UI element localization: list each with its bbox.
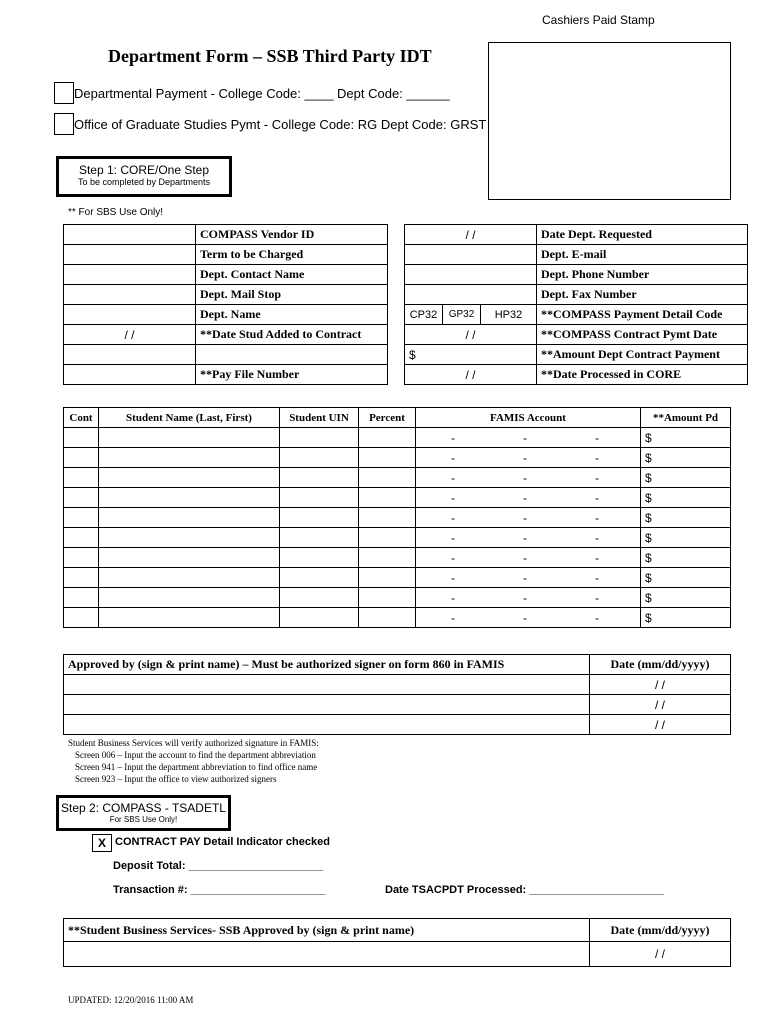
approval-date-header: Date (mm/dd/yyyy) bbox=[590, 655, 731, 675]
date-processed-input[interactable]: / / bbox=[405, 365, 537, 385]
cont-input[interactable] bbox=[64, 548, 99, 568]
student-uin-input[interactable] bbox=[280, 448, 359, 468]
account-dash: - bbox=[523, 531, 527, 545]
table-row bbox=[405, 245, 748, 265]
percent-input[interactable] bbox=[359, 548, 416, 568]
header-cont: Cont bbox=[64, 408, 99, 428]
ssb-approval-date-input[interactable]: / / bbox=[590, 942, 731, 967]
account-dash: - bbox=[523, 471, 527, 485]
account-dash: - bbox=[595, 571, 599, 585]
departmental-payment-label: Departmental Payment - College Code: ____ Dept Code: ______ bbox=[74, 86, 450, 101]
header-student-uin: Student UIN bbox=[280, 408, 359, 428]
cont-input[interactable] bbox=[64, 428, 99, 448]
account-dash: - bbox=[523, 431, 527, 445]
phone-input[interactable] bbox=[405, 265, 537, 285]
student-name-input[interactable] bbox=[99, 468, 280, 488]
table-row bbox=[64, 548, 731, 568]
approval-signature-input[interactable] bbox=[64, 695, 590, 715]
cont-input[interactable] bbox=[64, 528, 99, 548]
blank-input[interactable] bbox=[64, 345, 196, 365]
table-row bbox=[405, 325, 748, 345]
approval-table bbox=[63, 654, 731, 735]
account-dash: - bbox=[451, 451, 455, 465]
cashier-stamp-box bbox=[488, 42, 731, 200]
contract-pay-label: CONTRACT PAY Detail Indicator checked bbox=[115, 836, 330, 848]
amount-paid-input[interactable]: $ bbox=[641, 548, 731, 568]
tsacpdt-date-field[interactable]: Date TSACPDT Processed: ______________________ bbox=[385, 884, 664, 896]
amount-paid-input[interactable]: $ bbox=[641, 508, 731, 528]
table-row bbox=[405, 285, 748, 305]
percent-input[interactable] bbox=[359, 468, 416, 488]
student-uin-input[interactable] bbox=[280, 508, 359, 528]
amount-paid-input[interactable]: $ bbox=[641, 488, 731, 508]
ssb-approval-table bbox=[63, 918, 731, 967]
fax-input[interactable] bbox=[405, 285, 537, 305]
cont-input[interactable] bbox=[64, 608, 99, 628]
contract-pymt-date-input[interactable]: / / bbox=[405, 325, 537, 345]
table-row bbox=[64, 428, 731, 448]
account-dash: - bbox=[451, 531, 455, 545]
amount-paid-input[interactable]: $ bbox=[641, 468, 731, 488]
student-table-header bbox=[64, 408, 731, 428]
student-uin-input[interactable] bbox=[280, 428, 359, 448]
phone-label: Dept. Phone Number bbox=[537, 265, 748, 285]
table-row bbox=[405, 265, 748, 285]
percent-input[interactable] bbox=[359, 588, 416, 608]
table-row bbox=[64, 715, 731, 735]
student-table bbox=[63, 407, 731, 628]
table-row bbox=[405, 305, 748, 325]
student-name-input[interactable] bbox=[99, 608, 280, 628]
account-dash: - bbox=[523, 591, 527, 605]
sbs-note-line: Student Business Services will verify authorized signature in FAMIS: bbox=[68, 738, 319, 748]
account-dash: - bbox=[595, 491, 599, 505]
table-row bbox=[64, 588, 731, 608]
account-dash: - bbox=[523, 451, 527, 465]
payment-detail-code-label: **COMPASS Payment Detail Code bbox=[537, 305, 748, 325]
date-requested-label: Date Dept. Requested bbox=[537, 225, 748, 245]
table-row bbox=[64, 225, 388, 245]
table-row bbox=[64, 345, 388, 365]
term-label: Term to be Charged bbox=[196, 245, 388, 265]
cont-input[interactable] bbox=[64, 488, 99, 508]
departmental-payment-checkbox[interactable] bbox=[54, 82, 74, 104]
account-dash: - bbox=[595, 531, 599, 545]
table-row bbox=[64, 942, 731, 967]
updated-timestamp: UPDATED: 12/20/2016 11:00 AM bbox=[68, 995, 194, 1005]
famis-account-input[interactable] bbox=[416, 528, 641, 548]
cont-input[interactable] bbox=[64, 588, 99, 608]
famis-account-input[interactable] bbox=[416, 508, 641, 528]
date-requested-input[interactable]: / / bbox=[405, 225, 537, 245]
account-dash: - bbox=[451, 491, 455, 505]
account-dash: - bbox=[451, 551, 455, 565]
date-stud-added-input[interactable]: / / bbox=[64, 325, 196, 345]
famis-account-input[interactable] bbox=[416, 548, 641, 568]
table-row bbox=[64, 448, 731, 468]
student-name-input[interactable] bbox=[99, 588, 280, 608]
contract-payment-amount-label: **Amount Dept Contract Payment bbox=[537, 345, 748, 365]
table-row bbox=[405, 225, 748, 245]
account-dash: - bbox=[451, 471, 455, 485]
account-dash: - bbox=[595, 511, 599, 525]
graduate-studies-label: Office of Graduate Studies Pymt - College Code: RG Dept Code: GRST bbox=[74, 117, 487, 132]
account-dash: - bbox=[523, 571, 527, 585]
step1-title: Step 1: CORE/One Step bbox=[78, 163, 210, 177]
table-row bbox=[64, 655, 731, 675]
dept-name-label: Dept. Name bbox=[196, 305, 388, 325]
contract-pay-checkbox[interactable]: X bbox=[92, 834, 112, 852]
dept-name-input[interactable] bbox=[64, 305, 196, 325]
cont-input[interactable] bbox=[64, 568, 99, 588]
left-fields-table bbox=[63, 224, 388, 385]
percent-input[interactable] bbox=[359, 448, 416, 468]
account-dash: - bbox=[595, 611, 599, 625]
vendor-id-label: COMPASS Vendor ID bbox=[196, 225, 388, 245]
contact-name-input[interactable] bbox=[64, 265, 196, 285]
table-row bbox=[64, 305, 388, 325]
amount-paid-input[interactable]: $ bbox=[641, 588, 731, 608]
email-label: Dept. E-mail bbox=[537, 245, 748, 265]
percent-input[interactable] bbox=[359, 488, 416, 508]
header-student-name: Student Name (Last, First) bbox=[99, 408, 280, 428]
ssb-approval-header: **Student Business Services- SSB Approved by (sign & print name) bbox=[64, 919, 590, 942]
form-title: Department Form – SSB Third Party IDT bbox=[108, 46, 432, 66]
ssb-approval-date-header: Date (mm/dd/yyyy) bbox=[590, 919, 731, 942]
vendor-id-input[interactable] bbox=[64, 225, 196, 245]
table-row bbox=[64, 265, 388, 285]
table-row bbox=[64, 488, 731, 508]
cont-input[interactable] bbox=[64, 468, 99, 488]
table-row bbox=[64, 919, 731, 942]
table-row bbox=[64, 325, 388, 345]
sbs-notes bbox=[68, 737, 319, 785]
pay-file-input[interactable] bbox=[64, 365, 196, 385]
approval-date-input[interactable]: / / bbox=[590, 695, 731, 715]
mail-stop-input[interactable] bbox=[64, 285, 196, 305]
student-uin-input[interactable] bbox=[280, 488, 359, 508]
approval-header: Approved by (sign & print name) – Must be authorized signer on form 860 in FAMIS bbox=[64, 655, 590, 675]
amount-paid-input[interactable]: $ bbox=[641, 428, 731, 448]
student-uin-input[interactable] bbox=[280, 528, 359, 548]
cashier-stamp-label: Cashiers Paid Stamp bbox=[542, 13, 655, 27]
student-name-input[interactable] bbox=[99, 428, 280, 448]
famis-account-input[interactable] bbox=[416, 468, 641, 488]
famis-account-input[interactable] bbox=[416, 588, 641, 608]
table-row bbox=[405, 365, 748, 385]
amount-paid-input[interactable]: $ bbox=[641, 568, 731, 588]
account-dash: - bbox=[451, 571, 455, 585]
contract-payment-amount-input[interactable]: $ bbox=[405, 345, 537, 365]
account-dash: - bbox=[523, 511, 527, 525]
famis-account-input[interactable] bbox=[416, 568, 641, 588]
account-dash: - bbox=[451, 591, 455, 605]
account-dash: - bbox=[595, 471, 599, 485]
student-name-input[interactable] bbox=[99, 548, 280, 568]
amount-paid-input[interactable]: $ bbox=[641, 528, 731, 548]
table-row bbox=[64, 608, 731, 628]
approval-signature-input[interactable] bbox=[64, 675, 590, 695]
percent-input[interactable] bbox=[359, 508, 416, 528]
famis-account-input[interactable] bbox=[416, 608, 641, 628]
date-stud-added-label: **Date Stud Added to Contract bbox=[196, 325, 388, 345]
table-row bbox=[64, 675, 731, 695]
account-dash: - bbox=[523, 491, 527, 505]
table-row bbox=[64, 365, 388, 385]
term-input[interactable] bbox=[64, 245, 196, 265]
contract-pymt-date-label: **COMPASS Contract Pymt Date bbox=[537, 325, 748, 345]
account-dash: - bbox=[451, 431, 455, 445]
sbs-note-line: Screen 006 – Input the account to find the department abbreviation bbox=[75, 750, 316, 760]
table-row bbox=[405, 345, 748, 365]
deposit-total-field[interactable]: Deposit Total: ______________________ bbox=[113, 860, 324, 872]
student-name-input[interactable] bbox=[99, 528, 280, 548]
account-dash: - bbox=[595, 451, 599, 465]
approval-date-input[interactable]: / / bbox=[590, 715, 731, 735]
blank-label bbox=[196, 345, 388, 365]
table-row bbox=[64, 508, 731, 528]
sbs-use-note: ** For SBS Use Only! bbox=[68, 207, 164, 218]
student-uin-input[interactable] bbox=[280, 468, 359, 488]
fax-label: Dept. Fax Number bbox=[537, 285, 748, 305]
approval-signature-input[interactable] bbox=[64, 715, 590, 735]
sbs-note-line: Screen 941 – Input the department abbreviation to find office name bbox=[75, 762, 318, 772]
percent-input[interactable] bbox=[359, 608, 416, 628]
mail-stop-label: Dept. Mail Stop bbox=[196, 285, 388, 305]
percent-input[interactable] bbox=[359, 428, 416, 448]
student-uin-input[interactable] bbox=[280, 588, 359, 608]
table-row bbox=[64, 695, 731, 715]
approval-date-input[interactable]: / / bbox=[590, 675, 731, 695]
famis-account-input[interactable] bbox=[416, 448, 641, 468]
step1-subtitle: To be completed by Departments bbox=[77, 177, 211, 187]
table-row bbox=[64, 285, 388, 305]
right-fields-table bbox=[404, 224, 748, 385]
cont-input[interactable] bbox=[64, 508, 99, 528]
student-name-input[interactable] bbox=[99, 568, 280, 588]
email-input[interactable] bbox=[405, 245, 537, 265]
amount-paid-input[interactable]: $ bbox=[641, 448, 731, 468]
account-dash: - bbox=[595, 591, 599, 605]
student-uin-input[interactable] bbox=[280, 608, 359, 628]
account-dash: - bbox=[451, 611, 455, 625]
step2-box bbox=[56, 795, 231, 831]
pay-file-label: **Pay File Number bbox=[196, 365, 388, 385]
header-amount-paid: **Amount Pd bbox=[641, 408, 731, 428]
ssb-approval-signature-input[interactable] bbox=[64, 942, 590, 967]
student-name-input[interactable] bbox=[99, 488, 280, 508]
step2-subtitle: For SBS Use Only! bbox=[109, 815, 178, 824]
code-cp32[interactable]: CP32 bbox=[405, 305, 443, 325]
step1-box bbox=[56, 156, 232, 197]
code-hp32[interactable]: HP32 bbox=[481, 305, 537, 325]
header-percent: Percent bbox=[359, 408, 416, 428]
student-name-input[interactable] bbox=[99, 508, 280, 528]
cont-input[interactable] bbox=[64, 448, 99, 468]
table-row bbox=[64, 568, 731, 588]
famis-account-input[interactable] bbox=[416, 488, 641, 508]
account-dash: - bbox=[595, 431, 599, 445]
table-row bbox=[64, 245, 388, 265]
student-uin-input[interactable] bbox=[280, 568, 359, 588]
code-gp32[interactable]: GP32 bbox=[443, 305, 481, 325]
date-processed-label: **Date Processed in CORE bbox=[537, 365, 748, 385]
famis-account-input[interactable] bbox=[416, 428, 641, 448]
header-famis-account: FAMIS Account bbox=[416, 408, 641, 428]
table-row bbox=[64, 528, 731, 548]
table-row bbox=[64, 468, 731, 488]
step2-title: Step 2: COMPASS - TSADETL bbox=[61, 801, 226, 815]
transaction-number-field[interactable]: Transaction #: ______________________ bbox=[113, 884, 326, 896]
contact-name-label: Dept. Contact Name bbox=[196, 265, 388, 285]
account-dash: - bbox=[523, 551, 527, 565]
account-dash: - bbox=[451, 511, 455, 525]
percent-input[interactable] bbox=[359, 568, 416, 588]
student-uin-input[interactable] bbox=[280, 548, 359, 568]
account-dash: - bbox=[595, 551, 599, 565]
percent-input[interactable] bbox=[359, 528, 416, 548]
graduate-studies-checkbox[interactable] bbox=[54, 113, 74, 135]
amount-paid-input[interactable]: $ bbox=[641, 608, 731, 628]
account-dash: - bbox=[523, 611, 527, 625]
sbs-note-line: Screen 923 – Input the office to view authorized signers bbox=[75, 774, 277, 784]
student-name-input[interactable] bbox=[99, 448, 280, 468]
